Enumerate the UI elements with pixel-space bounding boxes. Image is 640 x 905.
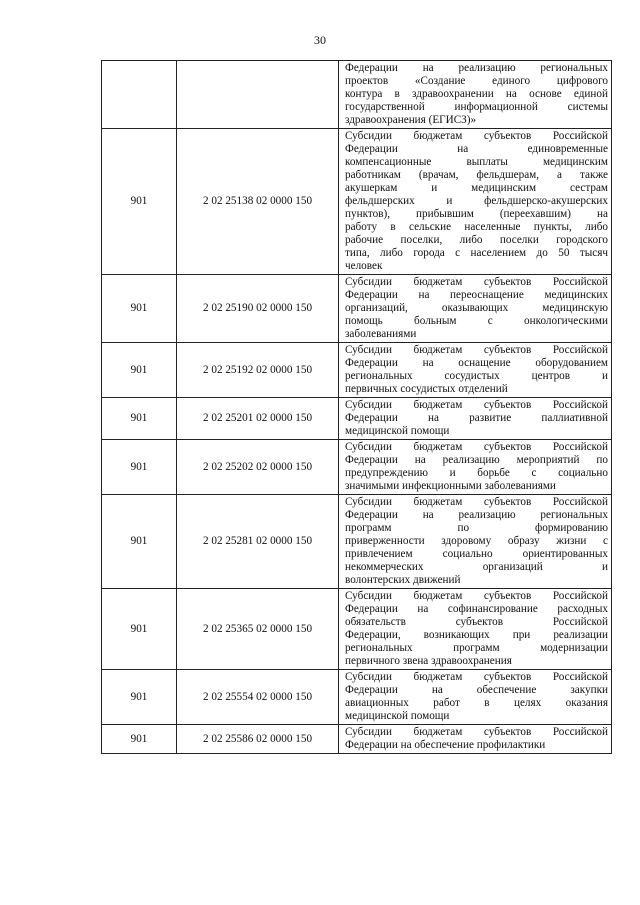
description-line: привлечением социально ориентированных — [345, 548, 608, 560]
description-line: приверженности здоровому образу жизни с — [345, 535, 608, 547]
description-line: авиационных работ в целях оказания — [345, 697, 608, 709]
admin-code-cell: 901 — [102, 495, 177, 589]
description-line: здравоохранения (ЕГИСЗ)» — [345, 114, 477, 126]
description-cell — [339, 275, 612, 343]
table-row — [102, 440, 612, 495]
description-line: первичных сосудистых отделений — [345, 383, 508, 395]
admin-code-cell: 901 — [102, 129, 177, 275]
budget-classification-table — [101, 60, 612, 754]
description-line: Федерации на развитие паллиативной — [345, 412, 608, 424]
description-line: Федерации, возникающих при реализации — [345, 629, 608, 641]
description-line: работу в сельские населенные пункты, либо — [345, 221, 608, 233]
description-line: Федерации на обеспечение закупки — [345, 684, 608, 696]
description-line: Федерации на единовременные — [345, 143, 608, 155]
table-row — [102, 725, 612, 754]
description-line: Субсидии бюджетам субъектов Российской — [345, 441, 608, 453]
admin-code-cell: 901 — [102, 440, 177, 495]
description-cell — [339, 129, 612, 275]
description-line: программ по формированию — [345, 522, 608, 534]
table-row — [102, 343, 612, 398]
description-line: Федерации на реализацию мероприятий по — [345, 454, 608, 466]
table-row — [102, 61, 612, 129]
description-line: Федерации на реализацию региональных — [345, 509, 608, 521]
description-line: организаций, оказывающих медицинскую — [345, 302, 608, 314]
description-line: медицинской помощи — [345, 425, 450, 437]
description-line: типа, либо города с населением до 50 тысяч — [345, 247, 608, 259]
admin-code-cell: 901 — [102, 670, 177, 725]
table-row — [102, 275, 612, 343]
description-line: заболеваниями — [345, 328, 417, 340]
table-body — [102, 61, 612, 754]
description-cell — [339, 398, 612, 440]
description-line: помощь больным с онкологическими — [345, 315, 608, 327]
description-line: Субсидии бюджетам субъектов Российской — [345, 496, 608, 508]
description-cell — [339, 440, 612, 495]
revenue-code-cell: 2 02 25138 02 0000 150 — [177, 129, 339, 275]
description-cell — [339, 725, 612, 754]
description-line: волонтерских движений — [345, 574, 461, 586]
description-line: региональных сосудистых центров и — [345, 370, 608, 382]
description-line: пунктов), прибывшим (переехавшим) на — [345, 208, 608, 220]
description-line: Федерации на оснащение оборудованием — [345, 357, 608, 369]
description-line: Субсидии бюджетам субъектов Российской — [345, 399, 608, 411]
table-row — [102, 670, 612, 725]
description-cell — [339, 343, 612, 398]
revenue-code-cell: 2 02 25190 02 0000 150 — [177, 275, 339, 343]
description-line: фельдшерских и фельдшерско-акушерских — [345, 195, 608, 207]
description-line: Субсидии бюджетам субъектов Российской — [345, 130, 608, 142]
description-line: Субсидии бюджетам субъектов Российской — [345, 276, 608, 288]
revenue-code-cell: 2 02 25201 02 0000 150 — [177, 398, 339, 440]
table-row — [102, 495, 612, 589]
description-line: предупреждению и борьбе с социально — [345, 467, 608, 479]
admin-code-cell: 901 — [102, 589, 177, 670]
description-line: региональных программ модернизации — [345, 642, 608, 654]
description-line: Федерации на реализацию региональных — [345, 62, 608, 74]
revenue-code-cell — [177, 61, 339, 129]
description-line: компенсационные выплаты медицинским — [345, 156, 608, 168]
description-cell — [339, 495, 612, 589]
description-cell — [339, 670, 612, 725]
description-line: первичного звена здравоохранения — [345, 655, 512, 667]
description-line: акушеркам и медицинским сестрам — [345, 182, 608, 194]
revenue-code-cell: 2 02 25202 02 0000 150 — [177, 440, 339, 495]
description-line: медицинской помощи — [345, 710, 450, 722]
description-line: обязательств субъектов Российской — [345, 616, 608, 628]
admin-code-cell — [102, 61, 177, 129]
admin-code-cell: 901 — [102, 725, 177, 754]
description-line: проектов «Создание единого цифрового — [345, 75, 608, 87]
description-line: Субсидии бюджетам субъектов Российской — [345, 590, 608, 602]
description-line: Субсидии бюджетам субъектов Российской — [345, 671, 608, 683]
table-row — [102, 398, 612, 440]
revenue-code-cell: 2 02 25281 02 0000 150 — [177, 495, 339, 589]
revenue-code-cell: 2 02 25554 02 0000 150 — [177, 670, 339, 725]
description-line: рабочие поселки, либо поселки городского — [345, 234, 608, 246]
admin-code-cell: 901 — [102, 275, 177, 343]
revenue-code-cell: 2 02 25192 02 0000 150 — [177, 343, 339, 398]
description-line: Федерации на переоснащение медицинских — [345, 289, 608, 301]
description-line: человек — [345, 260, 383, 272]
description-line: Субсидии бюджетам субъектов Российской — [345, 344, 608, 356]
description-line: Федерации на софинансирование расходных — [345, 603, 608, 615]
description-line: государственной информационной системы — [345, 101, 608, 113]
table-row — [102, 129, 612, 275]
revenue-code-cell: 2 02 25365 02 0000 150 — [177, 589, 339, 670]
description-cell — [339, 589, 612, 670]
description-line: некоммерческих организаций и — [345, 561, 608, 573]
description-line: Субсидии бюджетам субъектов Российской — [345, 726, 608, 738]
admin-code-cell: 901 — [102, 398, 177, 440]
description-line: работникам (врачам, фельдшерам, а также — [345, 169, 608, 181]
table-row — [102, 589, 612, 670]
revenue-code-cell: 2 02 25586 02 0000 150 — [177, 725, 339, 754]
description-line: значимыми инфекционными заболеваниями — [345, 480, 556, 492]
description-line: контура в здравоохранении на основе единой — [345, 88, 608, 100]
page-number: 30 — [314, 33, 326, 47]
admin-code-cell: 901 — [102, 343, 177, 398]
description-cell — [339, 61, 612, 129]
description-line: Федерации на обеспечение профилактики — [345, 739, 546, 751]
